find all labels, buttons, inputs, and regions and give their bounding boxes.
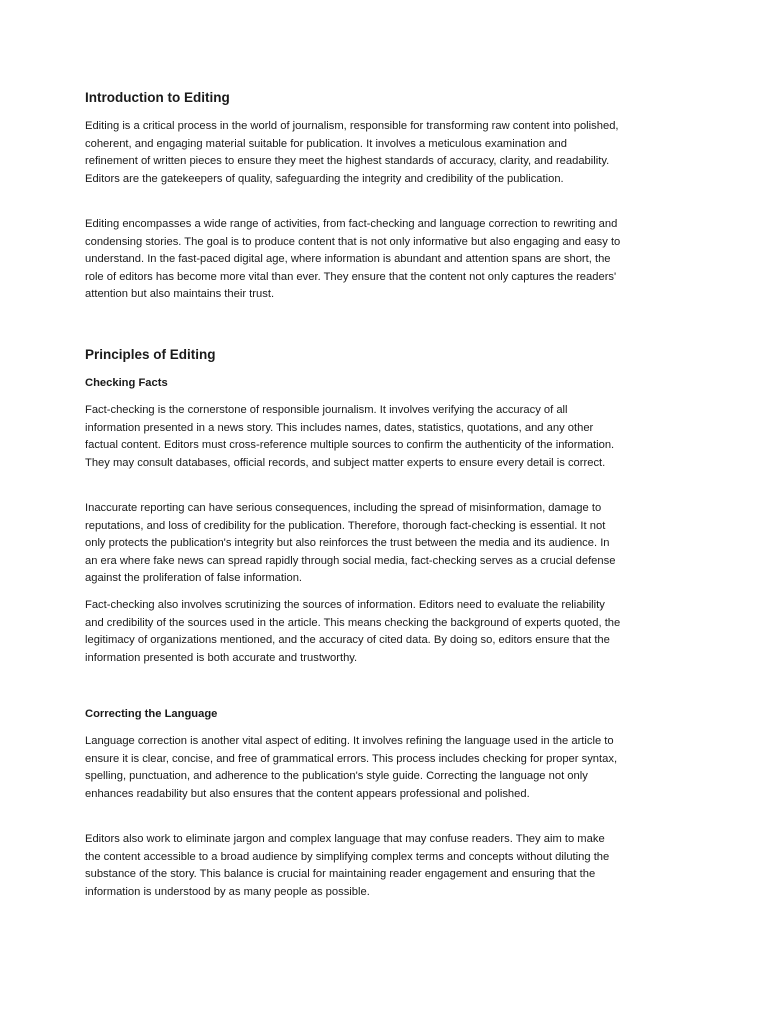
intro-paragraph-2: Editing encompasses a wide range of activities, from fact-checking and language correction to rewriting and condensing stories. The goal is to produce content that is not only informative but also engaging and easy to understand. In the fast-paced digital age, where information is abundant and attention spans are short, the role of editors has become more vital than ever. They ensure that the content not only captures the readers' attention but also maintains their trust. bbox=[85, 218, 621, 301]
correcting-language-subheading: Correcting the Language bbox=[85, 708, 218, 720]
correcting-language-paragraph-2: Editors also work to eliminate jargon and complex language that may confuse readers. They aim to make the content accessible to a broad audience by simplifying complex terms and concepts without diluting the substance of the story. This balance is crucial for maintaining reader engagement and ensuring that the information is understood by as many people as possible. bbox=[85, 833, 610, 898]
principles-heading: Principles of Editing bbox=[85, 347, 216, 362]
checking-facts-paragraph-2: Inaccurate reporting can have serious consequences, including the spread of misinformation, damage to reputations, and loss of credibility for the publication. Therefore, thorough fact-checking is essential. It not only protects the publication's integrity but also reinforces the trust between the media and its audience. In an era where fake news can spread rapidly through social media, fact-checking serves as a crucial defense against the proliferation of false information. bbox=[85, 502, 616, 585]
checking-facts-paragraph-3: Fact-checking also involves scrutinizing the sources of information. Editors need to evaluate the reliability and credibility of the sources used in the article. This means checking the background of experts quoted, the legitimacy of organizations mentioned, and the accuracy of cited data. By doing so, editors ensure that the information presented is both accurate and trustworthy. bbox=[85, 599, 621, 664]
checking-facts-paragraph-1: Fact-checking is the cornerstone of responsible journalism. It involves verifying the accuracy of all information presented in a news story. This includes names, dates, statistics, quotations, and any other factual content. Editors must cross-reference multiple sources to confirm the authenticity of the information. They may consult databases, official records, and subject matter experts to ensure every detail is correct. bbox=[85, 404, 615, 469]
intro-paragraph-1: Editing is a critical process in the world of journalism, responsible for transforming raw content into polished, coherent, and engaging material suitable for publication. It involves a meticulous examination and refinement of written pieces to ensure they meet the highest standards of accuracy, clarity, and readability. Editors are the gatekeepers of quality, safeguarding the integrity and credibility of the publication. bbox=[85, 120, 619, 185]
intro-heading: Introduction to Editing bbox=[85, 90, 230, 105]
checking-facts-subheading: Checking Facts bbox=[85, 377, 168, 389]
correcting-language-paragraph-1: Language correction is another vital aspect of editing. It involves refining the language used in the article to ensure it is clear, concise, and free of grammatical errors. This process includes checking for proper syntax, spelling, punctuation, and adherence to the publication's style guide. Correcting the language not only enhances readability but also ensures that the content appears professional and polished. bbox=[85, 735, 618, 800]
